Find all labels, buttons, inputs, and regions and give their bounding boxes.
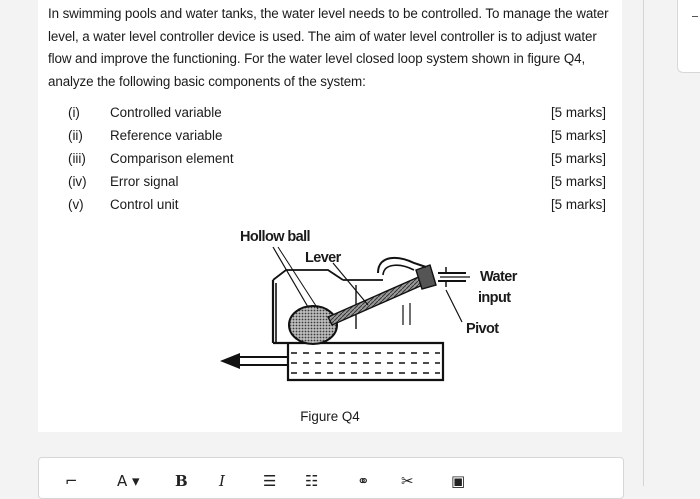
hollow-ball — [289, 306, 337, 344]
font-format-button[interactable]: A ▾ — [117, 472, 140, 490]
item-number: (iii) — [68, 151, 86, 166]
item-marks: [5 marks] — [550, 128, 606, 143]
item-number: (iv) — [68, 174, 87, 189]
item-marks: [5 marks] — [550, 151, 606, 166]
content-border — [643, 0, 644, 486]
item-label: Controlled variable — [110, 105, 222, 120]
item-label: Comparison element — [110, 151, 234, 166]
side-panel — [677, 0, 700, 73]
figure-caption: Figure Q4 — [300, 409, 360, 424]
item-number: (i) — [68, 105, 80, 120]
item-label: Error signal — [110, 174, 179, 189]
paragraph-icon[interactable]: ⌐ — [65, 472, 78, 490]
item-marks: [5 marks] — [550, 197, 606, 212]
list-item — [38, 197, 622, 219]
list-item — [38, 105, 622, 127]
water-level-diagram — [178, 225, 518, 385]
outlet-arrow-icon — [220, 353, 240, 369]
lever-label: Lever — [305, 250, 341, 266]
item-marks: [5 marks] — [550, 105, 606, 120]
hollow-ball-label: Hollow ball — [240, 229, 310, 245]
italic-button[interactable]: I — [219, 472, 225, 490]
lever-arm — [328, 275, 427, 325]
bold-button[interactable]: B — [175, 472, 188, 490]
outlet-pipe — [238, 357, 288, 365]
link-icon[interactable]: ⚭ — [357, 472, 370, 490]
unlink-icon[interactable]: ✂ — [401, 472, 414, 490]
editor-toolbar — [38, 457, 624, 499]
pivot-label: Pivot — [466, 321, 499, 337]
question-card — [38, 0, 622, 432]
item-marks: [5 marks] — [550, 174, 606, 189]
water-label: Water — [480, 269, 517, 285]
item-label: Reference variable — [110, 128, 223, 143]
input-label: input — [478, 290, 511, 306]
diagram-drawing — [178, 225, 518, 385]
item-label: Control unit — [110, 197, 179, 212]
list-item — [38, 174, 622, 196]
bullet-list-icon[interactable]: ☰ — [263, 472, 277, 490]
item-number: (ii) — [68, 128, 83, 143]
list-item — [38, 128, 622, 150]
image-icon[interactable]: ▣ — [451, 472, 466, 490]
item-number: (v) — [68, 197, 84, 212]
question-text: In swimming pools and water tanks, the water level needs to be controlled. To manage the water level, a water level controller device is used. The aim of water level controller is to adjust water flow and improve the functioning. For the water level closed loop system shown in figure Q4, analyze the following basic components of the system: — [48, 6, 609, 89]
list-item — [38, 151, 622, 173]
numbered-list-icon[interactable]: ☷ — [305, 472, 319, 490]
